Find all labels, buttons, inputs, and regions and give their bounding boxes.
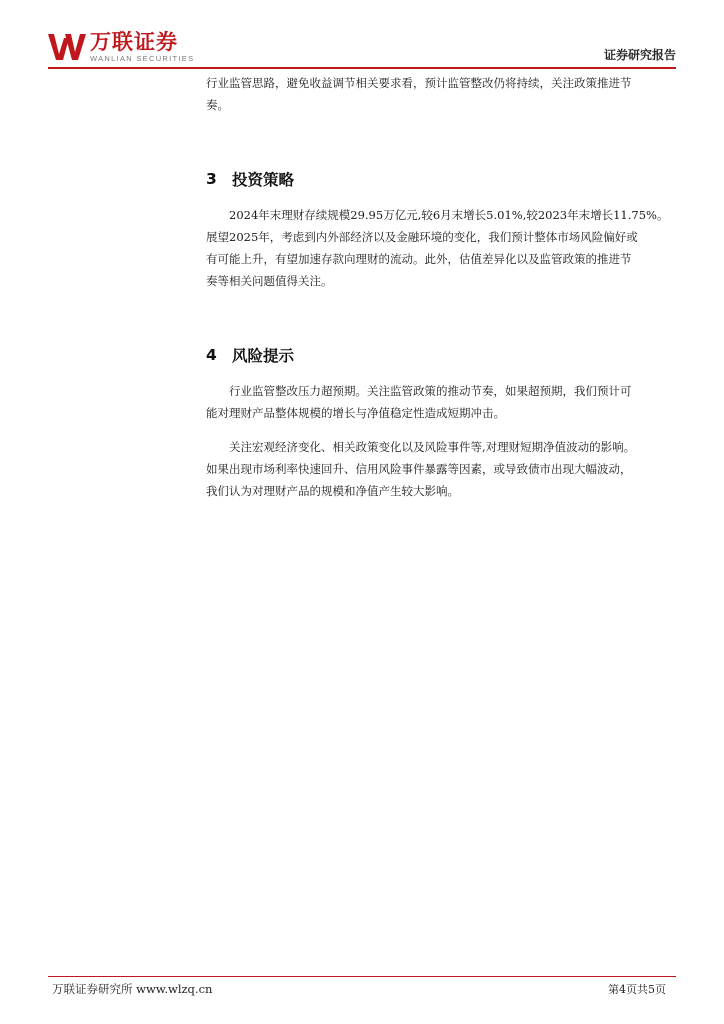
wanlian-logo-icon: [48, 32, 86, 62]
strategy-line: 奏等相关问题值得关注。: [206, 274, 333, 288]
risk-line: 关注宏观经济变化、相关政策变化以及风险事件等,对理财短期净值波动的影响。: [229, 440, 636, 454]
logo-chinese-name: 万联证券: [90, 30, 178, 54]
page-header: [48, 30, 676, 66]
section-title: 风险提示: [232, 347, 295, 365]
footer-divider: [48, 976, 676, 977]
strategy-paragraph: [206, 204, 676, 292]
section-title: 投资策略: [232, 171, 295, 189]
logo-english-name: WANLIAN SECURITIES: [90, 54, 195, 63]
risk-line: 如果出现市场利率快速回升、信用风险事件暴露等因素，或导致债市出现大幅波动，: [206, 462, 632, 476]
risk-paragraph-1: [206, 380, 676, 424]
risk-line: 行业监管整改压力超预期。关注监管政策的推动节奏，如果超预期，我们预计可: [229, 384, 632, 398]
risk-paragraph-2: [206, 436, 676, 502]
section-heading-3: [206, 168, 294, 190]
strategy-line: 展望2025年，考虑到内外部经济以及金融环境的变化，我们预计整体市场风险偏好或: [206, 230, 638, 244]
intro-paragraph: [206, 72, 676, 116]
section-number: 3: [206, 170, 217, 188]
strategy-line: 有可能上升，有望加速存款向理财的流动。此外，估值差异化以及监管政策的推进节: [206, 252, 632, 266]
intro-line: 行业监管思路，避免收益调节相关要求看，预计监管整改仍将持续，关注政策推进节: [206, 76, 632, 90]
page-number: 第4页共5页: [608, 983, 666, 996]
risk-line: 能对理财产品整体规模的增长与净值稳定性造成短期冲击。: [206, 406, 505, 420]
strategy-line: 2024年末理财存续规模29.95万亿元,较6月末增长5.01%,较2023年末增长11.75%。: [229, 208, 669, 222]
footer-institute: 万联证券研究所 www.wlzq.cn: [52, 982, 213, 996]
company-logo: [48, 32, 194, 63]
report-type-label: 证券研究报告: [603, 48, 676, 62]
intro-line: 奏。: [206, 98, 229, 112]
section-number: 4: [206, 346, 217, 364]
header-divider: [48, 67, 676, 69]
risk-line: 我们认为对理财产品的规模和净值产生较大影响。: [206, 484, 459, 498]
section-heading-4: [206, 344, 294, 366]
